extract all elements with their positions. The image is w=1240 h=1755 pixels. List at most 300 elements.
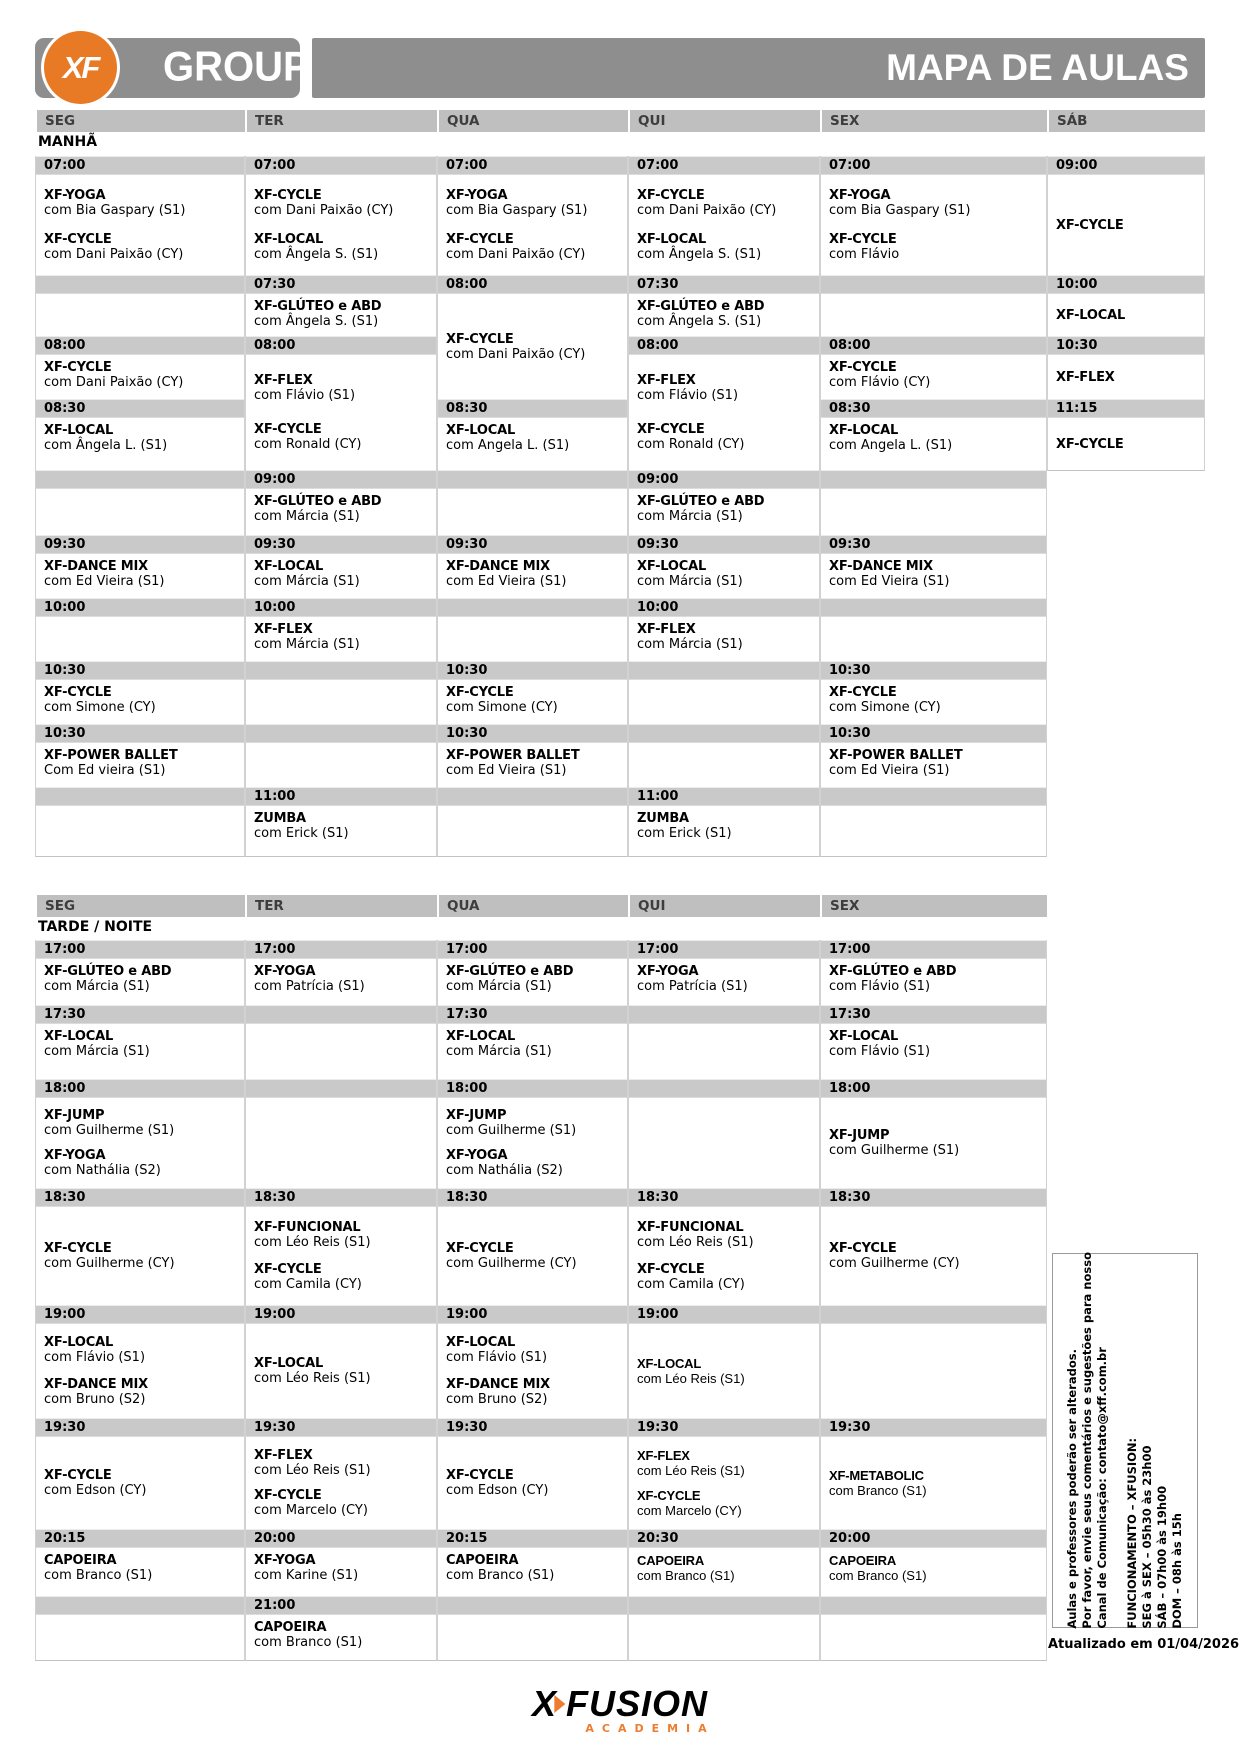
class-cell: [36, 554, 244, 598]
class-instructor: com Flávio (S1): [829, 1044, 931, 1059]
class-cell: [821, 743, 1046, 787]
class-instructor: com Edson (CY): [446, 1483, 549, 1498]
empty-cell: [36, 806, 244, 856]
class-cell: [246, 489, 436, 535]
class-cell: [438, 743, 627, 787]
time-band-empty: [629, 1079, 819, 1098]
class-instructor: com Ronald (CY): [637, 436, 745, 452]
class-title: XF-FLEX: [254, 1447, 313, 1463]
time-band-empty: [821, 275, 1046, 294]
class-entry: [254, 232, 430, 262]
class-entry: [44, 685, 238, 715]
class-entry: [446, 1108, 621, 1138]
class-entry: [637, 373, 813, 403]
class-cell: [36, 1437, 244, 1529]
time-band: 11:15: [1048, 399, 1204, 418]
class-instructor: com Márcia (S1): [446, 979, 552, 994]
day-header-3: QUA: [437, 110, 628, 132]
time-band: 07:00: [246, 156, 436, 175]
class-instructor: com Flávio (S1): [254, 388, 356, 404]
class-title: XF-FLEX: [254, 373, 313, 389]
time-band: 08:00: [36, 336, 244, 355]
class-title: XF-JUMP: [44, 1108, 105, 1123]
footer-logo-fusion: FUSION: [565, 1683, 709, 1724]
class-cell: [1048, 355, 1204, 399]
class-cell: [821, 1024, 1046, 1079]
class-instructor: com Simone (CY): [829, 700, 941, 715]
class-title: XF-GLÚTEO e ABD: [637, 299, 765, 314]
class-title: XF-CYCLE: [637, 421, 705, 437]
day-header-5: SEX: [820, 110, 1047, 132]
class-cell: [438, 1548, 627, 1596]
class-title: XF-METABOLIC: [829, 1468, 924, 1483]
empty-cell: [36, 617, 244, 661]
class-title: XF-YOGA: [446, 188, 508, 204]
time-band: 19:30: [821, 1418, 1046, 1437]
class-entry: [254, 559, 430, 589]
class-entry: [446, 685, 621, 715]
time-band: 19:00: [246, 1305, 436, 1324]
class-cell: [438, 1437, 627, 1529]
class-entry: [1056, 308, 1198, 323]
class-entry: [1056, 437, 1198, 452]
time-band-empty: [36, 470, 244, 489]
class-cell: [821, 355, 1046, 399]
class-cell: [246, 1207, 436, 1305]
class-instructor: com Branco (S1): [829, 1568, 927, 1583]
class-instructor: com Léo Reis (S1): [637, 1234, 754, 1250]
class-title: XF-DANCE MIX: [446, 559, 550, 574]
class-cell: [36, 418, 244, 470]
section-label: TARDE / NOITE: [38, 919, 153, 935]
class-cell: [246, 959, 436, 1005]
class-entry: [254, 1220, 430, 1250]
footer-logo: [525, 1683, 714, 1735]
class-instructor: com Ronald (CY): [254, 436, 362, 452]
time-band-empty: [821, 598, 1046, 617]
class-cell: [821, 175, 1046, 275]
class-cell: [629, 617, 819, 661]
class-cell: [246, 1615, 436, 1660]
class-instructor: com Márcia (S1): [254, 637, 360, 652]
class-instructor: com Léo Reis (S1): [637, 1462, 745, 1478]
class-instructor: com Edson (CY): [44, 1483, 147, 1498]
time-band-empty: [438, 598, 627, 617]
class-title: CAPOEIRA: [637, 1553, 705, 1568]
time-band-empty: [438, 1596, 627, 1615]
class-entry: [44, 1148, 238, 1178]
time-band: 20:00: [246, 1529, 436, 1548]
empty-cell: [629, 1098, 819, 1188]
class-title: XF-JUMP: [829, 1128, 890, 1143]
class-instructor: com Ângela S. (S1): [637, 314, 762, 329]
class-entry: [637, 1356, 813, 1386]
notice-line: SÁB – 07h00 às 19h00: [1155, 1486, 1169, 1629]
class-entry: [1056, 218, 1198, 233]
day-header-6: SÁB: [1047, 110, 1205, 132]
time-band: 11:00: [246, 787, 436, 806]
class-title: CAPOEIRA: [254, 1620, 327, 1635]
class-entry: [44, 1553, 238, 1583]
class-title: XF-YOGA: [254, 1553, 316, 1568]
class-title: XF-FLEX: [254, 622, 313, 637]
class-instructor: com Flávio (S1): [637, 388, 739, 404]
day-header-2: TER: [245, 895, 437, 917]
class-instructor: com Bia Gaspary (S1): [44, 203, 186, 219]
day-header-3: QUA: [437, 895, 628, 917]
time-band: 17:30: [438, 1005, 627, 1024]
empty-cell: [36, 1615, 244, 1660]
class-entry: [44, 1377, 238, 1407]
class-instructor: com Flávio: [829, 246, 900, 262]
class-title: XF-CYCLE: [44, 360, 112, 375]
class-title: XF-DANCE MIX: [829, 559, 933, 574]
time-band: 08:30: [438, 399, 627, 418]
empty-cell: [821, 617, 1046, 661]
class-cell: [246, 355, 436, 470]
class-cell: [246, 1324, 436, 1418]
footer-logo-x: X: [531, 1683, 554, 1724]
schedule-column-TER: [245, 940, 437, 1661]
class-cell: [36, 1024, 244, 1079]
class-entry: [637, 232, 813, 262]
class-instructor: com Branco (S1): [829, 1483, 927, 1498]
time-band: 07:00: [821, 156, 1046, 175]
class-entry: [446, 1335, 621, 1365]
class-instructor: com Márcia (S1): [637, 574, 743, 589]
class-instructor: com Camila (CY): [254, 1277, 362, 1293]
class-cell: [246, 554, 436, 598]
time-band-empty: [438, 787, 627, 806]
class-title: ZUMBA: [637, 811, 689, 826]
schedule-column-SEG: [35, 156, 245, 857]
class-title: XF-LOCAL: [254, 231, 324, 247]
class-instructor: com Ed Vieira (S1): [829, 574, 950, 589]
class-cell: [36, 1098, 244, 1188]
class-title: XF-JUMP: [446, 1108, 507, 1123]
class-entry: [44, 748, 238, 778]
time-band: 18:30: [438, 1188, 627, 1207]
class-instructor: com Dani Paixão (CY): [254, 203, 394, 219]
class-entry: [254, 622, 430, 652]
schedule-column-TER: [245, 156, 437, 857]
class-entry: [1056, 370, 1198, 385]
class-title: ZUMBA: [254, 811, 306, 826]
class-title: XF-CYCLE: [446, 685, 514, 700]
time-band: 20:15: [438, 1529, 627, 1548]
class-cell: [438, 1207, 627, 1305]
schedule-column-SÁB: [1047, 156, 1205, 471]
class-title: XF-CYCLE: [44, 1468, 112, 1483]
time-band: 08:00: [821, 336, 1046, 355]
time-band: 09:30: [821, 535, 1046, 554]
class-instructor: com Branco (S1): [254, 1635, 363, 1650]
class-entry: [254, 299, 430, 329]
time-band: 20:15: [36, 1529, 244, 1548]
time-band: 10:30: [36, 661, 244, 680]
class-cell: [36, 680, 244, 724]
class-entry: [446, 748, 621, 778]
time-band: 07:00: [438, 156, 627, 175]
footer-logo-academia: ACADEMIA: [585, 1722, 715, 1735]
class-instructor: com Guilherme (S1): [829, 1143, 960, 1158]
class-instructor: com Ângela S. (S1): [637, 246, 762, 262]
class-instructor: com Léo Reis (S1): [254, 1234, 371, 1250]
class-instructor: com Márcia (S1): [44, 1044, 150, 1059]
notice-box: [1052, 1253, 1198, 1628]
class-cell: [1048, 294, 1204, 336]
class-title: XF-YOGA: [44, 1148, 106, 1163]
class-entry: [254, 1553, 430, 1583]
class-instructor: com Branco (S1): [446, 1568, 555, 1583]
time-band: 09:30: [629, 535, 819, 554]
class-cell: [246, 617, 436, 661]
class-cell: [629, 489, 819, 535]
class-entry: [829, 685, 1040, 715]
notice-line: [1110, 1252, 1125, 1629]
notice-line: Por favor, envie seus comentários e sugestões para nosso: [1080, 1252, 1094, 1629]
class-entry: [254, 1488, 430, 1518]
class-cell: [629, 554, 819, 598]
section-label: MANHÃ: [38, 134, 98, 150]
class-title: XF-YOGA: [829, 188, 891, 204]
class-title: XF-FLEX: [637, 622, 696, 637]
class-entry: [446, 1553, 621, 1583]
class-title: XF-LOCAL: [44, 1029, 114, 1044]
notice-line: Canal de Comunicação: contato@xff.com.br: [1095, 1347, 1109, 1629]
class-title: XF-CYCLE: [637, 1262, 705, 1278]
time-band: 08:30: [821, 399, 1046, 418]
class-title: XF-CYCLE: [44, 231, 112, 247]
class-title: XF-GLÚTEO e ABD: [44, 964, 172, 979]
class-title: XF-LOCAL: [829, 423, 899, 438]
class-instructor: com Erick (S1): [254, 826, 349, 841]
class-title: XF-POWER BALLET: [446, 748, 580, 763]
time-band-empty: [821, 1596, 1046, 1615]
class-cell: [821, 1548, 1046, 1596]
time-band-empty: [246, 724, 436, 743]
schedule-column-QUI: [628, 156, 820, 857]
class-cell: [438, 1324, 627, 1418]
class-instructor: com Léo Reis (S1): [637, 1371, 745, 1386]
time-band: 17:30: [36, 1005, 244, 1024]
class-cell: [1048, 418, 1204, 470]
time-band-empty: [629, 724, 819, 743]
class-cell: [438, 418, 627, 470]
class-title: XF-LOCAL: [1056, 307, 1126, 323]
class-cell: [36, 959, 244, 1005]
class-cell: [629, 1548, 819, 1596]
class-title: XF-DANCE MIX: [44, 559, 148, 574]
class-cell: [36, 1207, 244, 1305]
class-title: XF-CYCLE: [446, 1241, 514, 1256]
class-title: XF-LOCAL: [637, 1356, 702, 1371]
time-band: 17:00: [246, 940, 436, 959]
class-instructor: com Branco (S1): [44, 1568, 153, 1583]
class-instructor: com Marcelo (CY): [254, 1503, 368, 1519]
class-title: XF-LOCAL: [44, 423, 114, 438]
class-instructor: com Flávio (CY): [829, 375, 931, 390]
class-instructor: com Ed Vieira (S1): [44, 574, 165, 589]
class-instructor: com Guilherme (CY): [829, 1256, 960, 1271]
class-cell: [36, 743, 244, 787]
class-instructor: com Léo Reis (S1): [254, 1371, 371, 1386]
time-band: 10:00: [629, 598, 819, 617]
class-title: XF-FLEX: [637, 373, 696, 389]
class-entry: [446, 1377, 621, 1407]
class-entry: [446, 232, 621, 262]
notice-line: Aulas e professores poderão ser alterados.: [1065, 1349, 1079, 1629]
class-title: XF-DANCE MIX: [446, 1376, 550, 1392]
class-entry: [637, 422, 813, 452]
class-cell: [821, 1207, 1046, 1305]
schedule-column-QUI: [628, 940, 820, 1661]
class-instructor: com Ed Vieira (S1): [446, 574, 567, 589]
class-title: XF-YOGA: [44, 188, 106, 204]
class-title: XF-LOCAL: [254, 1356, 324, 1371]
class-title: XF-YOGA: [254, 964, 316, 979]
class-cell: [438, 1024, 627, 1079]
class-title: XF-CYCLE: [446, 1468, 514, 1483]
class-entry: [254, 188, 430, 218]
class-entry: [254, 1356, 430, 1386]
empty-cell: [629, 680, 819, 724]
class-instructor: com Nathália (S2): [446, 1163, 563, 1178]
class-entry: [446, 964, 621, 994]
class-title: XF-CYCLE: [254, 421, 322, 437]
schedule-column-QUA: [437, 940, 628, 1661]
time-band: 18:30: [36, 1188, 244, 1207]
empty-cell: [821, 1615, 1046, 1660]
xf-logo-icon: [44, 31, 117, 104]
class-title: XF-POWER BALLET: [829, 748, 963, 763]
class-entry: [446, 332, 621, 362]
time-band-empty: [36, 275, 244, 294]
notice-line: DOM – 08h às 15h: [1170, 1513, 1184, 1629]
class-entry: [637, 188, 813, 218]
class-entry: [829, 1241, 1040, 1271]
class-entry: [44, 423, 238, 453]
class-title: XF-CYCLE: [637, 1488, 701, 1504]
time-band-empty: [821, 787, 1046, 806]
class-instructor: com Marcelo (CY): [637, 1503, 742, 1519]
class-instructor: com Márcia (S1): [446, 1044, 552, 1059]
class-cell: [246, 175, 436, 275]
time-band: 10:00: [246, 598, 436, 617]
class-cell: [629, 1437, 819, 1529]
time-band-empty: [246, 1005, 436, 1024]
class-entry: [446, 188, 621, 218]
time-band: 19:30: [629, 1418, 819, 1437]
class-cell: [821, 680, 1046, 724]
class-instructor: com Ed Vieira (S1): [829, 763, 950, 778]
time-band-empty: [629, 1005, 819, 1024]
class-entry: [44, 1108, 238, 1138]
class-entry: [829, 1468, 1040, 1498]
class-title: CAPOEIRA: [829, 1553, 897, 1568]
time-band: 09:30: [36, 535, 244, 554]
class-cell: [246, 1548, 436, 1596]
time-band: 09:00: [246, 470, 436, 489]
empty-cell: [438, 617, 627, 661]
class-instructor: com Guilherme (CY): [446, 1256, 577, 1271]
class-entry: [446, 1148, 621, 1178]
class-cell: [438, 294, 627, 399]
class-cell: [629, 175, 819, 275]
class-instructor: com Bruno (S2): [44, 1391, 146, 1407]
empty-cell: [246, 1098, 436, 1188]
class-entry: [829, 360, 1040, 390]
class-cell: [629, 1207, 819, 1305]
class-title: XF-CYCLE: [829, 1241, 897, 1256]
footer-logo-wordmark: [525, 1683, 714, 1725]
class-title: XF-CYCLE: [829, 685, 897, 700]
time-band: 11:00: [629, 787, 819, 806]
class-entry: [254, 1262, 430, 1292]
time-band: 20:00: [821, 1529, 1046, 1548]
empty-cell: [629, 743, 819, 787]
empty-cell: [821, 1324, 1046, 1418]
schedule-column-SEX: [820, 156, 1047, 857]
class-cell: [36, 355, 244, 399]
time-band: 08:00: [246, 336, 436, 355]
time-band: 19:30: [246, 1418, 436, 1437]
time-band: 10:30: [438, 724, 627, 743]
class-title: XF-LOCAL: [829, 1029, 899, 1044]
time-band: 17:00: [821, 940, 1046, 959]
time-band-empty: [36, 787, 244, 806]
class-instructor: com Angela L. (S1): [829, 438, 953, 453]
time-band: 10:30: [821, 661, 1046, 680]
class-cell: [438, 554, 627, 598]
class-entry: [829, 1029, 1040, 1059]
class-entry: [637, 964, 813, 994]
day-header-5: SEX: [820, 895, 1047, 917]
class-title: XF-CYCLE: [446, 231, 514, 247]
time-band-empty: [629, 1596, 819, 1615]
empty-cell: [438, 806, 627, 856]
class-entry: [829, 1553, 1040, 1583]
class-entry: [637, 811, 813, 841]
class-entry: [254, 422, 430, 452]
time-band: 09:00: [629, 470, 819, 489]
time-band: 19:30: [438, 1418, 627, 1437]
empty-cell: [438, 1615, 627, 1660]
time-band: 18:30: [821, 1188, 1046, 1207]
class-title: XF-CYCLE: [254, 188, 322, 204]
time-band: 09:00: [1048, 156, 1204, 175]
time-band: 18:00: [36, 1079, 244, 1098]
time-band: 07:00: [629, 156, 819, 175]
time-band: 07:30: [246, 275, 436, 294]
time-band: 10:00: [36, 598, 244, 617]
class-entry: [446, 1029, 621, 1059]
time-band: 18:00: [438, 1079, 627, 1098]
empty-cell: [246, 743, 436, 787]
class-entry: [44, 188, 238, 218]
class-instructor: com Flávio (S1): [829, 979, 931, 994]
class-instructor: com Dani Paixão (CY): [446, 246, 586, 262]
class-cell: [438, 175, 627, 275]
class-instructor: com Flávio (S1): [446, 1350, 548, 1366]
class-instructor: com Márcia (S1): [254, 574, 360, 589]
class-title: XF-FUNCIONAL: [637, 1219, 744, 1235]
class-title: XF-LOCAL: [254, 559, 324, 574]
time-band: 08:00: [438, 275, 627, 294]
time-band: 10:30: [1048, 336, 1204, 355]
schedule-column-QUA: [437, 156, 628, 857]
notice-line: SEG à SEX – 05h30 às 23h00: [1140, 1445, 1154, 1629]
